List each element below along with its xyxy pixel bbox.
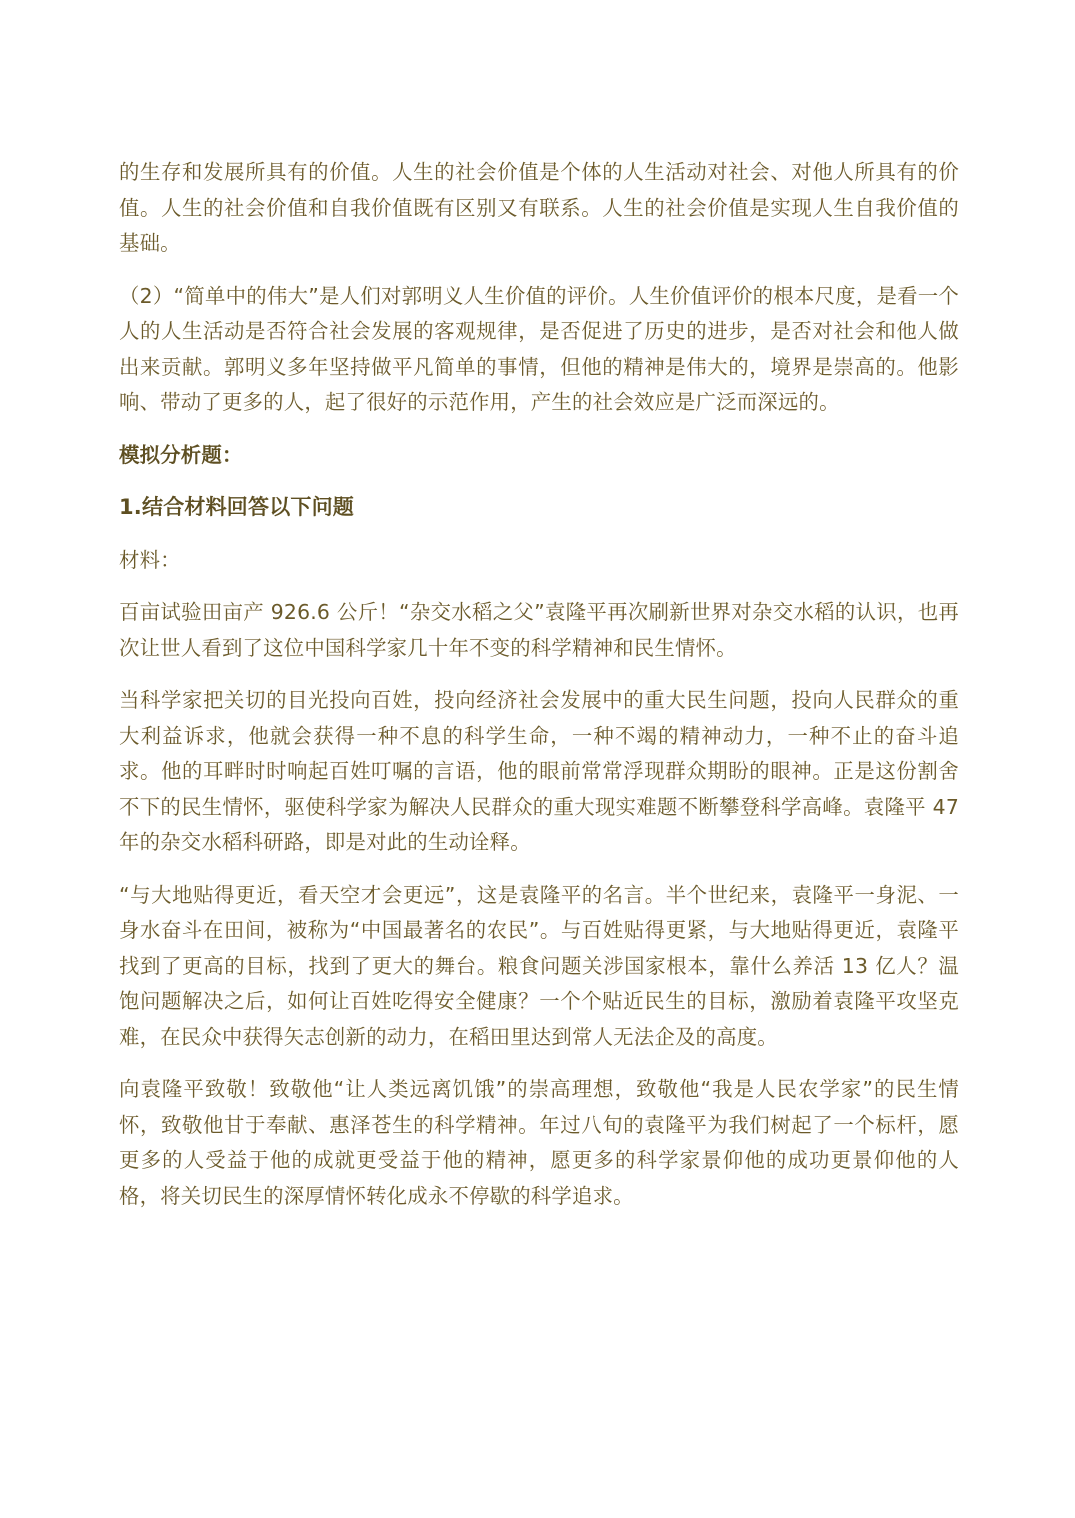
material-paragraph-tribute: 向袁隆平致敬！致敬他“让人类远离饥饿”的崇高理想，致敬他“我是人民农学家”的民生情怀，致敬他甘于奉献、惠泽苍生的科学精神。年过八旬的袁隆平为我们树起了一个标杆，愿更多的人受益于他的成就更受益于他的精神，愿更多的科学家景仰他的成功更景仰他的人格，将关切民生的深厚情怀转化成永不停歇的科学追求。 (119, 1077, 959, 1208)
question-heading: 1.结合材料回答以下问题 (119, 495, 354, 519)
material-paragraph-quote: “与大地贴得更近，看天空才会更远”，这是袁隆平的名言。半个世纪来，袁隆平一身泥、一身水奋斗在田间，被称为“中国最著名的农民”。与百姓贴得更紧，与大地贴得更近，袁隆平找到了更高的目标，找到了更大的舞台。粮食问题关涉国家根本，靠什么养活 13 亿人？温饱问题解决之后，如何让百姓吃得安全健康？一个个贴近民生的目标，激励着袁隆平攻坚克难，在民众中获得矢志创新的动力，在稻田里达到常人无法企及的高度。 (119, 882, 959, 1049)
material-paragraph-yield: 百亩试验田亩产 926.6 公斤！“杂交水稻之父”袁隆平再次刷新世界对杂交水稻的认识，也再次让世人看到了这位中国科学家几十年不变的科学精神和民生情怀。 (119, 600, 959, 660)
paragraph-guo-mingyi-evaluation: （2）“简单中的伟大”是人们对郭明义人生价值的评价。人生价值评价的根本尺度，是看一个人的人生活动是否符合社会发展的客观规律，是否促进了历史的进步，是否对社会和他人做出来贡献。郭明义多年坚持做平凡简单的事情，但他的精神是伟大的，境界是崇高的。他影响、带动了更多的人，起了很好的示范作用，产生的社会效应是广泛而深远的。 (119, 283, 959, 414)
paragraph-social-value: 的生存和发展所具有的价值。人生的社会价值是个体的人生活动对社会、对他人所具有的价值。人生的社会价值和自我价值既有区别又有联系。人生的社会价值是实现人生自我价值的基础。 (119, 160, 959, 255)
material-label: 材料： (119, 547, 181, 572)
document-body (119, 155, 959, 1231)
material-paragraph-scientist: 当科学家把关切的目光投向百姓，投向经济社会发展中的重大民生问题，投向人民群众的重大利益诉求，他就会获得一种不息的科学生命，一种不竭的精神动力，一种不止的奋斗追求。他的耳畔时时响起百姓叮嘱的言语，他的眼前常常浮现群众期盼的眼神。正是这份割舍不下的民生情怀，驱使科学家为解决人民群众的重大现实难题不断攀登科学高峰。袁隆平 47 年的杂交水稻科研路，即是对此的生动诠释。 (119, 688, 959, 854)
section-heading: 模拟分析题： (119, 442, 243, 467)
